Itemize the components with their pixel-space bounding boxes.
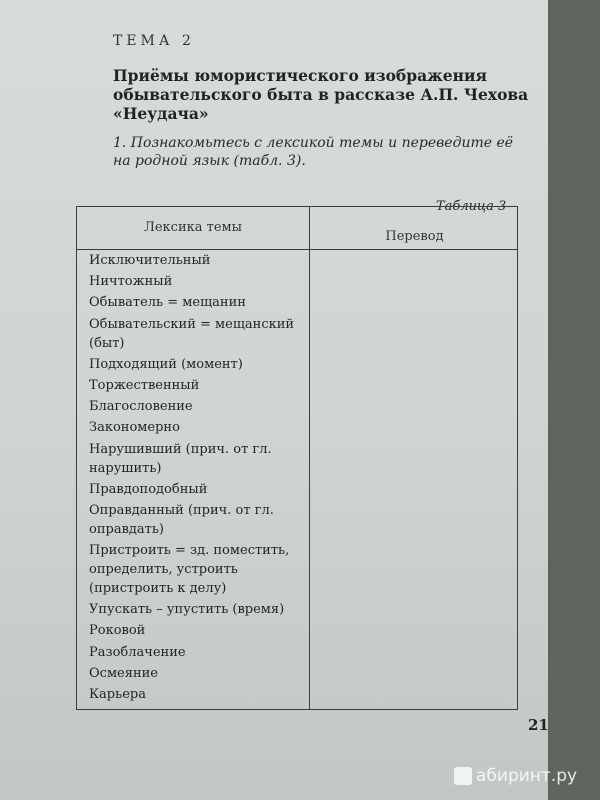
vocabulary-list bbox=[89, 251, 303, 706]
table-row: Осмеяние bbox=[89, 665, 158, 681]
table-row: Роковой bbox=[89, 623, 146, 639]
task-instruction: 1. Познакомьтесь с лексикой темы и переведите её на родной язык (табл. 3). bbox=[113, 135, 514, 169]
table-row: Оправданный (прич. от гл. оправдать) bbox=[89, 502, 274, 537]
theme-label: ТЕМА 2 bbox=[113, 33, 195, 49]
table-row: Упускать – упустить (время) bbox=[89, 602, 285, 618]
table-row: Торжественный bbox=[89, 377, 200, 393]
vocabulary-table bbox=[76, 206, 518, 710]
table-row: Подходящий (момент) bbox=[89, 356, 243, 372]
header-divider bbox=[77, 249, 517, 250]
table-row: Разоблачение bbox=[89, 644, 186, 660]
labirint-logo-icon bbox=[454, 767, 472, 785]
column-divider bbox=[309, 207, 310, 709]
page-number: 21 bbox=[528, 716, 549, 734]
table-row: Нарушивший (прич. от гл. нарушить) bbox=[89, 441, 272, 476]
table-caption: Таблица 3 bbox=[436, 199, 507, 214]
table-row: Обывательский = мещанский (быт) bbox=[89, 316, 295, 351]
column-header-vocabulary: Лексика темы bbox=[144, 220, 242, 235]
table-row: Обыватель = мещанин bbox=[89, 295, 246, 311]
table-row: Карьера bbox=[89, 687, 146, 702]
column-header-translation: Перевод bbox=[385, 229, 444, 244]
watermark-text: абиринт.ру bbox=[476, 766, 578, 786]
watermark bbox=[454, 766, 577, 786]
table-row: Правдоподобный bbox=[89, 481, 208, 497]
table-row: Закономерно bbox=[89, 420, 180, 436]
table-row: Ничтожный bbox=[89, 274, 173, 290]
table-row: Пристроить = зд. поместить, определить, устроить (пристроить к делу) bbox=[89, 543, 290, 597]
table-row: Благословение bbox=[89, 399, 193, 415]
table-row: Исключительный bbox=[89, 253, 211, 268]
section-title: Приёмы юмористического изображения обывательского быта в рассказе А.П. Чехова «Неудача» bbox=[113, 66, 529, 123]
